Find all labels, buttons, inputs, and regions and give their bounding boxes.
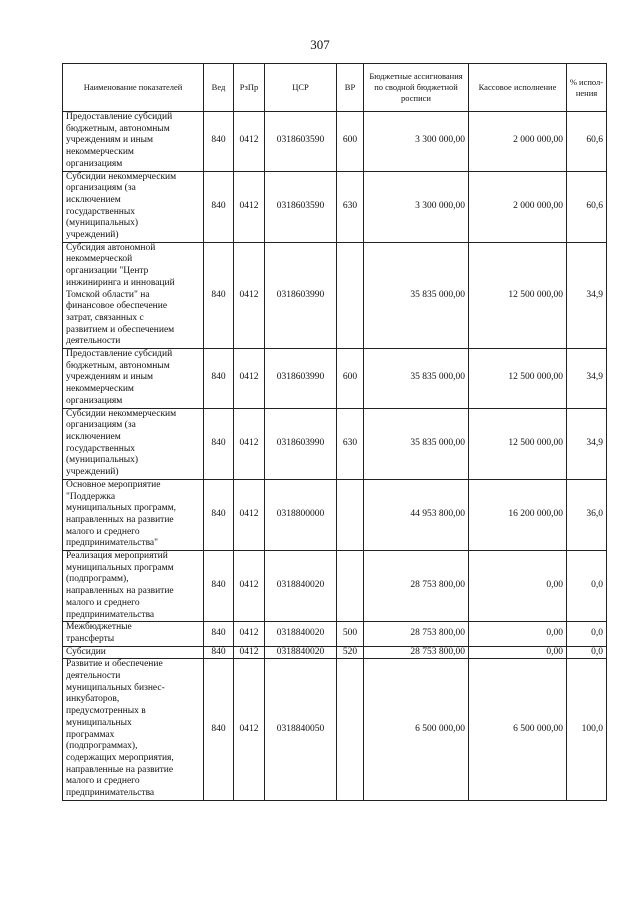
row-csr: 0318603990 <box>265 349 337 409</box>
row-name: Субсидия автономной некоммерческой организации "Центр инжиниринга и инноваций Томской области" на финансовое обеспечение затрат, связанных с развитием и обеспечением деятельности <box>63 242 204 348</box>
row-pct: 0,0 <box>567 622 607 646</box>
table-header-row <box>63 64 607 112</box>
row-budget: 3 300 000,00 <box>364 171 469 242</box>
row-pct: 0,0 <box>567 646 607 659</box>
row-rzpr: 0412 <box>234 112 265 172</box>
row-vr: 600 <box>337 349 364 409</box>
row-ved: 840 <box>204 242 234 348</box>
row-pct: 0,0 <box>567 551 607 622</box>
row-name: Предоставление субсидий бюджетным, автономным учреждениям и иным некоммерческим организациям <box>63 349 204 409</box>
row-ved: 840 <box>204 479 234 550</box>
col-header-rzpr: РзПр <box>234 64 265 112</box>
col-header-name: Наименование показателей <box>63 64 204 112</box>
row-cash: 12 500 000,00 <box>469 242 567 348</box>
row-vr <box>337 659 364 800</box>
row-budget: 3 300 000,00 <box>364 112 469 172</box>
row-budget: 28 753 800,00 <box>364 551 469 622</box>
row-name: Развитие и обеспечение деятельности муниципальных бизнес- инкубаторов, предусмотренных в муниципальных программах (подпрограммах), содержащих мероприятия, направленные на развитие малого и среднего предпринимательства <box>63 659 204 800</box>
table-row <box>63 646 607 659</box>
col-header-pct: % испол-нения <box>567 64 607 112</box>
row-cash: 6 500 000,00 <box>469 659 567 800</box>
row-ved: 840 <box>204 112 234 172</box>
table-row <box>63 408 607 479</box>
row-ved: 840 <box>204 659 234 800</box>
row-rzpr: 0412 <box>234 408 265 479</box>
row-name: Основное мероприятие "Поддержка муниципальных программ, направленных на развитие малого и среднего предпринимательства" <box>63 479 204 550</box>
row-csr: 0318603590 <box>265 112 337 172</box>
row-csr: 0318840020 <box>265 622 337 646</box>
row-rzpr: 0412 <box>234 646 265 659</box>
budget-table <box>62 63 607 801</box>
table-row <box>63 349 607 409</box>
row-ved: 840 <box>204 622 234 646</box>
row-name: Субсидии некоммерческим организациям (за исключением государственных (муниципальных) учреждений) <box>63 408 204 479</box>
row-budget: 6 500 000,00 <box>364 659 469 800</box>
row-budget: 44 953 800,00 <box>364 479 469 550</box>
row-rzpr: 0412 <box>234 171 265 242</box>
row-name: Предоставление субсидий бюджетным, автономным учреждениям и иным некоммерческим организациям <box>63 112 204 172</box>
row-csr: 0318603590 <box>265 171 337 242</box>
row-cash: 0,00 <box>469 622 567 646</box>
row-budget: 35 835 000,00 <box>364 242 469 348</box>
row-vr <box>337 551 364 622</box>
row-csr: 0318603990 <box>265 408 337 479</box>
row-cash: 2 000 000,00 <box>469 112 567 172</box>
row-vr: 600 <box>337 112 364 172</box>
row-rzpr: 0412 <box>234 242 265 348</box>
row-rzpr: 0412 <box>234 349 265 409</box>
table-row <box>63 659 607 800</box>
row-rzpr: 0412 <box>234 622 265 646</box>
row-name: Реализация мероприятий муниципальных программ (подпрограмм), направленных на развитие малого и среднего предпринимательства <box>63 551 204 622</box>
row-name: Субсидии некоммерческим организациям (за исключением государственных (муниципальных) учреждений) <box>63 171 204 242</box>
row-ved: 840 <box>204 551 234 622</box>
row-ved: 840 <box>204 349 234 409</box>
table-row <box>63 242 607 348</box>
row-csr: 0318840050 <box>265 659 337 800</box>
col-header-vr: ВР <box>337 64 364 112</box>
row-csr: 0318840020 <box>265 551 337 622</box>
row-cash: 0,00 <box>469 551 567 622</box>
table-row <box>63 551 607 622</box>
row-pct: 34,9 <box>567 242 607 348</box>
row-vr: 630 <box>337 171 364 242</box>
row-cash: 12 500 000,00 <box>469 408 567 479</box>
row-vr: 500 <box>337 622 364 646</box>
table-row <box>63 171 607 242</box>
table-row <box>63 622 607 646</box>
row-pct: 34,9 <box>567 408 607 479</box>
row-pct: 34,9 <box>567 349 607 409</box>
col-header-cash: Кассовое исполнение <box>469 64 567 112</box>
row-cash: 2 000 000,00 <box>469 171 567 242</box>
row-cash: 12 500 000,00 <box>469 349 567 409</box>
row-name: Межбюджетные трансферты <box>63 622 204 646</box>
row-csr: 0318800000 <box>265 479 337 550</box>
col-header-csr: ЦСР <box>265 64 337 112</box>
row-rzpr: 0412 <box>234 659 265 800</box>
row-rzpr: 0412 <box>234 551 265 622</box>
row-rzpr: 0412 <box>234 479 265 550</box>
row-vr <box>337 242 364 348</box>
row-budget: 35 835 000,00 <box>364 349 469 409</box>
table-row <box>63 479 607 550</box>
page-number: 307 <box>310 37 330 52</box>
row-pct: 100,0 <box>567 659 607 800</box>
row-vr: 630 <box>337 408 364 479</box>
row-ved: 840 <box>204 408 234 479</box>
row-cash: 16 200 000,00 <box>469 479 567 550</box>
row-vr <box>337 479 364 550</box>
row-ved: 840 <box>204 171 234 242</box>
row-csr: 0318603990 <box>265 242 337 348</box>
col-header-ved: Вед <box>204 64 234 112</box>
row-pct: 60,6 <box>567 112 607 172</box>
row-budget: 28 753 800,00 <box>364 622 469 646</box>
row-budget: 35 835 000,00 <box>364 408 469 479</box>
row-cash: 0,00 <box>469 646 567 659</box>
table-row <box>63 112 607 172</box>
row-vr: 520 <box>337 646 364 659</box>
row-pct: 36,0 <box>567 479 607 550</box>
row-ved: 840 <box>204 646 234 659</box>
row-pct: 60,6 <box>567 171 607 242</box>
row-csr: 0318840020 <box>265 646 337 659</box>
row-name: Субсидии <box>63 646 204 659</box>
row-budget: 28 753 800,00 <box>364 646 469 659</box>
col-header-budget: Бюджетные ассигнования по сводной бюджетной росписи <box>364 64 469 112</box>
